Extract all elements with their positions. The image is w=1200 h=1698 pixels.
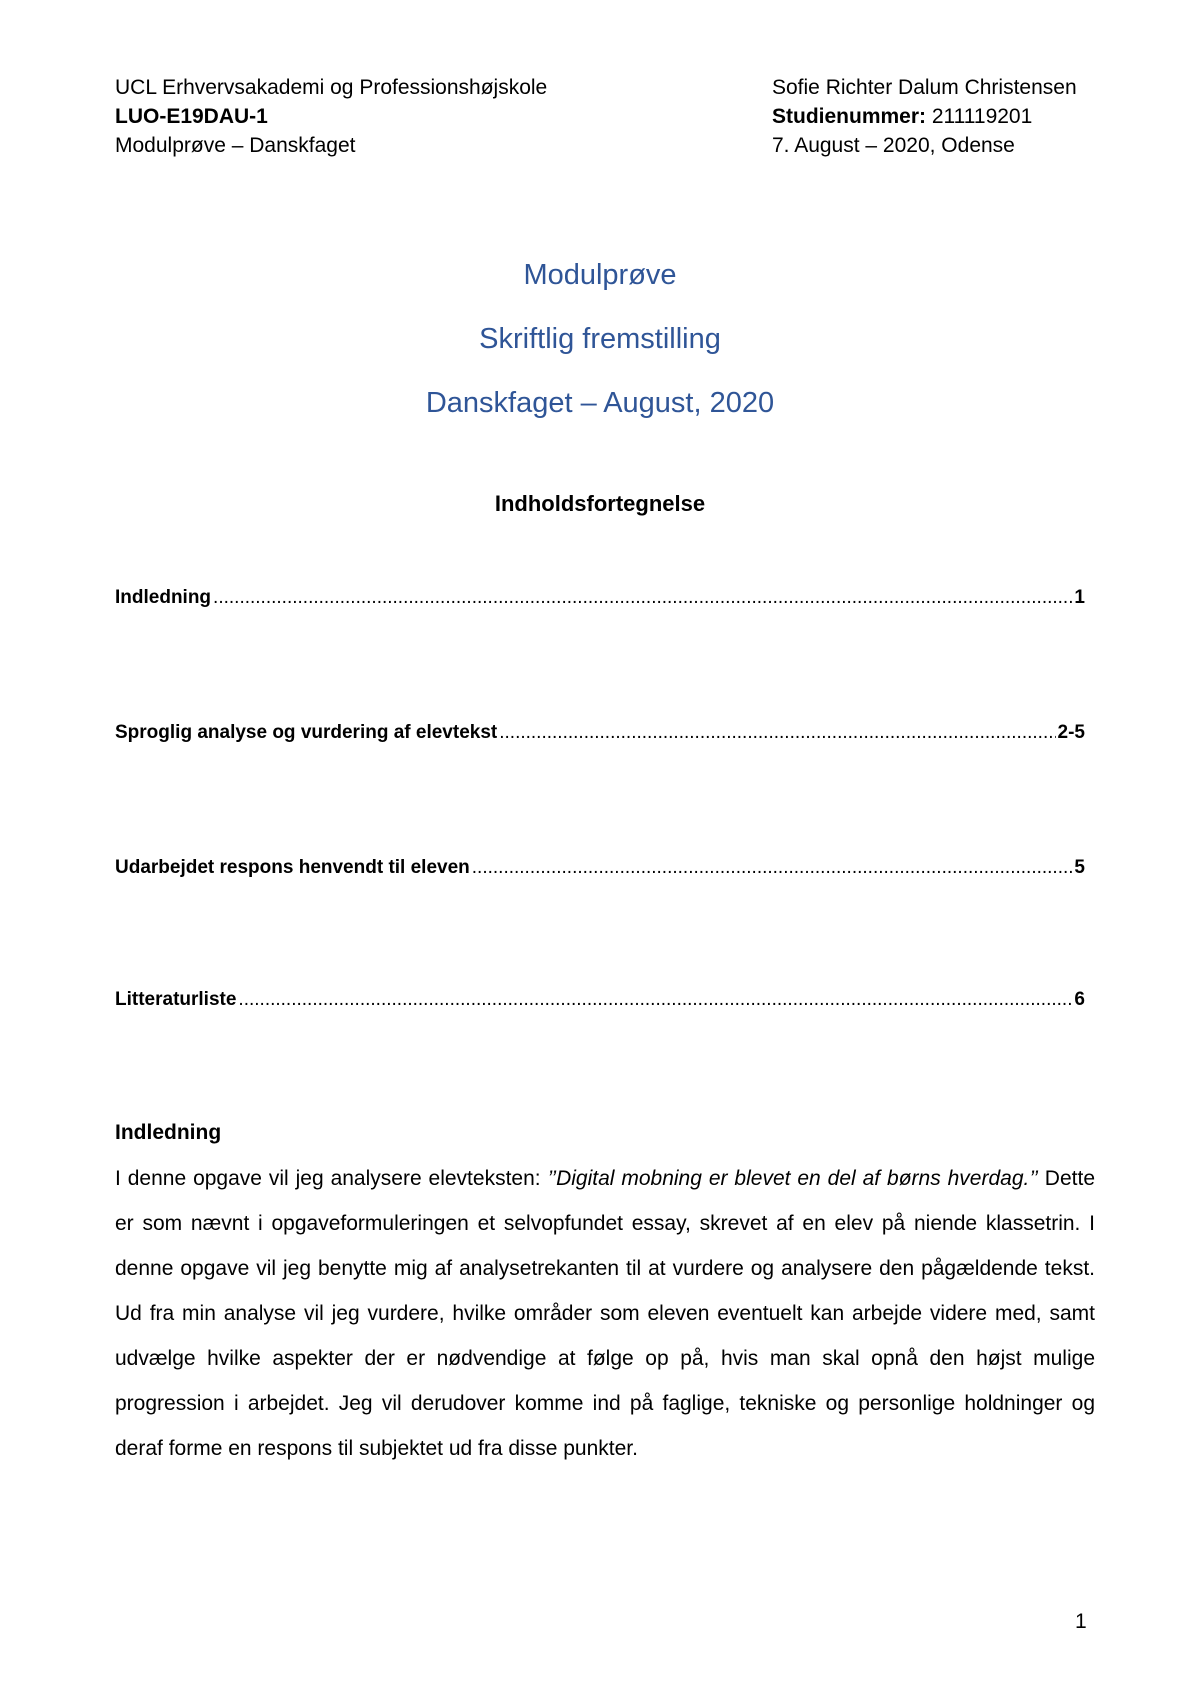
title-line-1: Modulprøve [523,259,677,291]
toc-entry-litteraturliste[interactable] [115,989,1085,1011]
toc-entry-label: Indledning [115,587,212,608]
toc-entry-page: 1 [1074,587,1085,608]
page-number: 1 [1075,1610,1087,1633]
toc-leader-dots [213,587,1072,609]
toc-entry-label: Sproglig analyse og vurdering af elevtekst [115,722,498,743]
toc-entry-indledning[interactable] [115,587,1085,609]
institution-name: UCL Erhvervsakademi og Professionshøjskole [115,76,548,99]
toc-entry-label: Litteraturliste [115,989,237,1010]
title-line-2: Skriftlig fremstilling [479,323,721,355]
toc-entry-page: 6 [1074,989,1085,1010]
intro-paragraph [115,1156,1095,1471]
toc-leader-dots [499,722,1055,744]
author-name: Sofie Richter Dalum Christensen [772,76,1077,99]
toc-heading: Indholdsfortegnelse [494,491,706,516]
intro-quote: ’’Digital mobning er blevet en del af børns hverdag.’’ [547,1167,1038,1190]
toc-entry-label: Udarbejdet respons henvendt til eleven [115,857,470,878]
intro-text-rest: Dette er som nævnt i opgaveformuleringen et selvopfundet essay, skrevet af en elev på niende klassetrin. I denne opgave vil jeg benytte mig af analysetrekanten til at vurdere og analysere den pågældende tekst. Ud fra min analyse vil jeg vurdere, hvilke områder som eleven eventuelt kan arbejde videre med, samt udvælge hvilke aspekter der er nødvendige at følge op på, hvis man skal opnå den højst mulige progression i arbejdet. Jeg vil derudover komme ind på faglige, tekniske og personlige holdninger og deraf forme en respons til subjektet ud fra disse punkter. [115,1167,1095,1460]
date-place: 7. August – 2020, Odense [772,134,1015,157]
toc-entry-sproglig-analyse[interactable] [115,722,1085,744]
intro-text-start: I denne opgave vil jeg analysere elevteksten: [115,1167,548,1190]
student-number-label: Studienummer: [772,105,927,128]
header-right [772,73,1077,160]
toc-entry-page: 5 [1074,857,1085,878]
toc-entry-page: 2-5 [1057,722,1085,743]
class-code: LUO-E19DAU-1 [115,105,268,128]
toc-leader-dots [472,857,1073,879]
student-number: 211119201 [926,105,1033,128]
module-name: Modulprøve – Danskfaget [115,134,356,157]
header-left [115,73,547,160]
title-block [0,255,1200,447]
intro-heading: Indledning [115,1121,222,1144]
toc-leader-dots [238,989,1072,1011]
title-line-3: Danskfaget – August, 2020 [425,387,775,419]
student-number-line [772,102,1077,131]
toc-entry-respons[interactable] [115,857,1085,879]
